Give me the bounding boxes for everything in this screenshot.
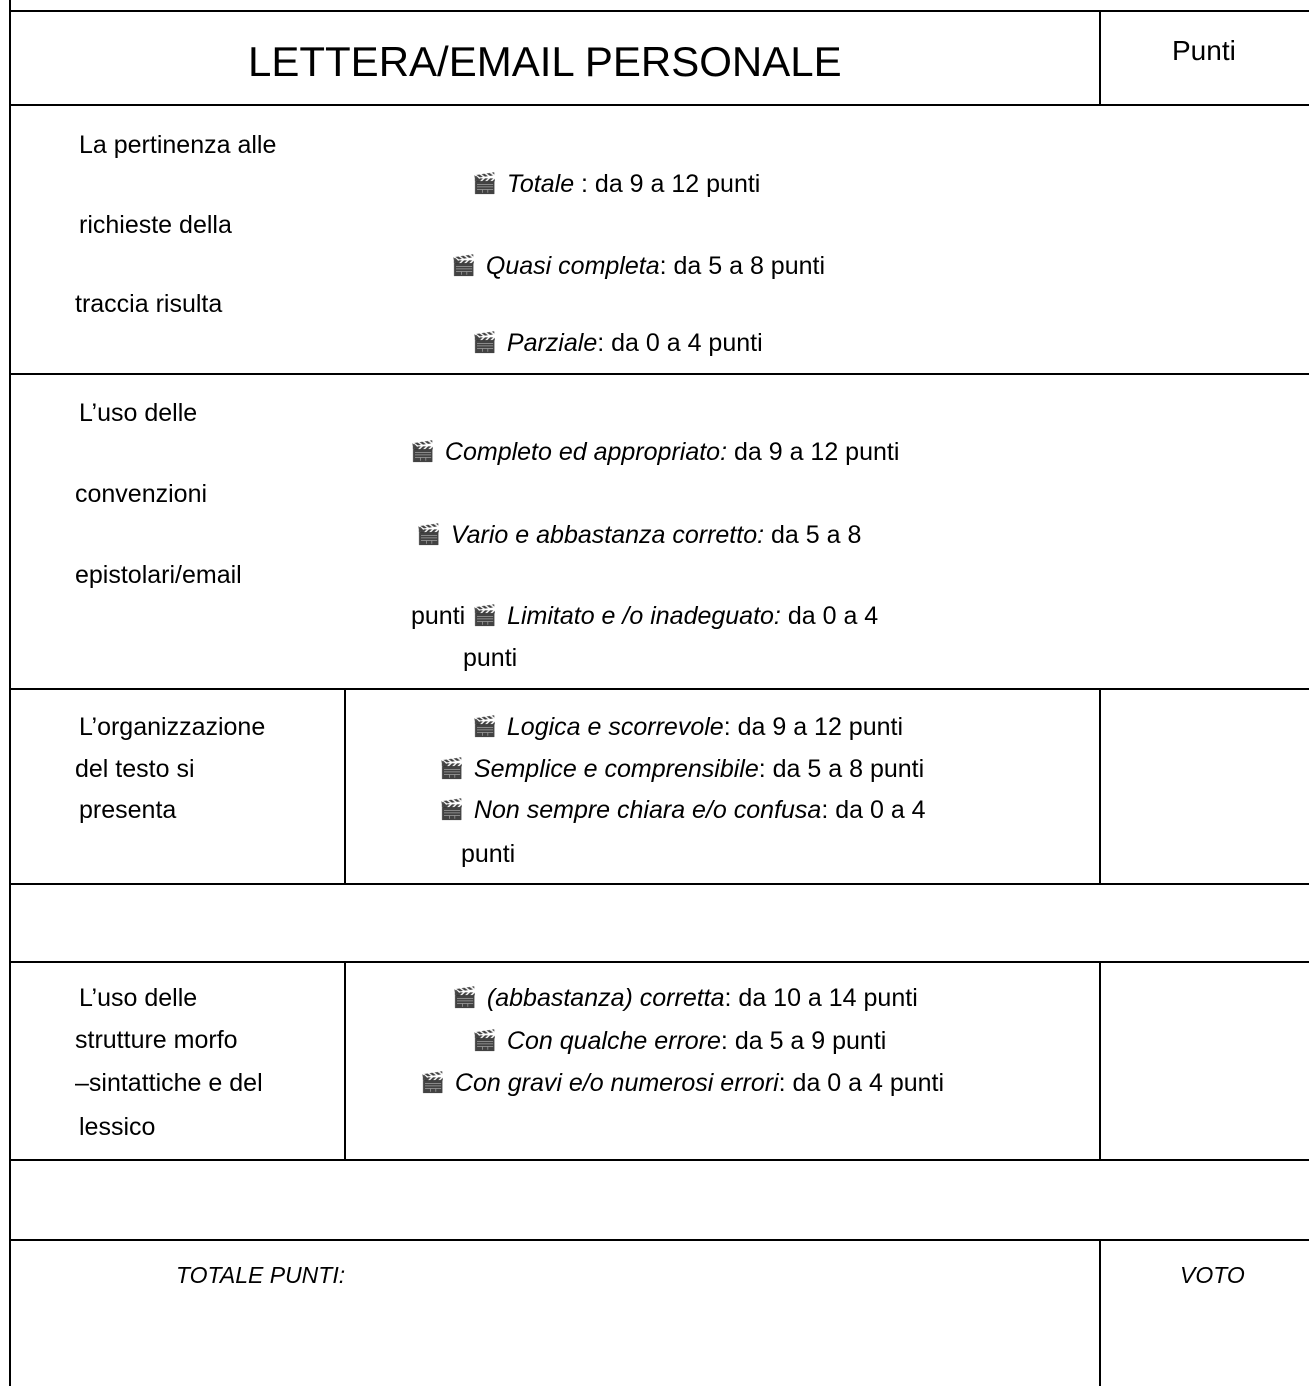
criterion-label-line: L’organizzazione [79, 713, 266, 741]
criterion-label-line: convenzioni [75, 480, 208, 508]
criterion-option: 🎬 Con qualche errore: da 5 a 9 punti [472, 1027, 887, 1055]
criterion-option-continuation: punti [461, 840, 516, 868]
clapper-icon: 🎬 [439, 758, 464, 780]
criterion-option: 🎬 Quasi completa: da 5 a 8 punti [451, 252, 826, 280]
criterion-option: 🎬 Vario e abbastanza corretto: da 5 a 8 [416, 521, 862, 549]
table-rule [9, 688, 1309, 690]
criterion-label-line: La pertinenza alle [79, 131, 277, 159]
criterion-label-line: del testo si [75, 755, 195, 783]
criterion-option: 🎬 Logica e scorrevole: da 9 a 12 punti [472, 713, 904, 741]
criterion-label-line: traccia risulta [75, 290, 223, 318]
criterion-option: punti 🎬 Limitato e /o inadeguato: da 0 a 4 [411, 602, 879, 630]
criterion-option: 🎬 Completo ed appropriato: da 9 a 12 punti [410, 438, 900, 466]
criterion-label-line: L’uso delle [79, 984, 198, 1012]
criterion-option: 🎬 Parziale: da 0 a 4 punti [472, 329, 763, 357]
clapper-icon: 🎬 [472, 716, 497, 738]
criterion-option: 🎬 (abbastanza) corretta: da 10 a 14 punti [452, 984, 918, 1012]
clapper-icon: 🎬 [452, 987, 477, 1009]
table-border-left [9, 0, 11, 1386]
clapper-icon: 🎬 [472, 173, 497, 195]
criterion-label-line: –sintattiche e del [75, 1069, 263, 1097]
criterion-label-line: L’uso delle [79, 399, 198, 427]
clapper-icon: 🎬 [416, 524, 441, 546]
table-col-divider [1099, 1239, 1101, 1386]
criterion-label-line: lessico [79, 1113, 156, 1141]
criterion-label-line: epistolari/email [75, 561, 242, 589]
table-col-divider [1099, 961, 1101, 1161]
table-border-points-header [1099, 10, 1101, 106]
clapper-icon: 🎬 [451, 255, 476, 277]
clapper-icon: 🎬 [472, 332, 497, 354]
total-points-label: TOTALE PUNTI: [176, 1262, 346, 1288]
clapper-icon: 🎬 [420, 1072, 445, 1094]
table-rule [9, 1159, 1309, 1161]
table-rule [9, 104, 1309, 106]
clapper-icon: 🎬 [472, 1030, 497, 1052]
table-col-divider [1099, 688, 1101, 885]
table-col-divider [344, 688, 346, 885]
criterion-label-line: presenta [79, 796, 177, 824]
grade-label: VOTO [1180, 1262, 1245, 1288]
criterion-label-line: strutture morfo [75, 1026, 238, 1054]
criterion-label-line: richieste della [79, 211, 232, 239]
clapper-icon: 🎬 [410, 441, 435, 463]
table-rule [9, 373, 1309, 375]
criterion-option: 🎬 Totale : da 9 a 12 punti [472, 170, 761, 198]
table-rule [9, 883, 1309, 885]
clapper-icon: 🎬 [439, 799, 464, 821]
criterion-option: 🎬 Semplice e comprensibile: da 5 a 8 punti [439, 755, 925, 783]
points-column-header: Punti [1172, 35, 1236, 66]
table-rule [9, 1239, 1309, 1241]
criterion-option: 🎬 Con gravi e/o numerosi errori: da 0 a 4 punti [420, 1069, 945, 1097]
table-col-divider [344, 961, 346, 1161]
table-rule [9, 961, 1309, 963]
criterion-option: 🎬 Non sempre chiara e/o confusa: da 0 a 4 [439, 796, 926, 824]
table-rule-top [9, 10, 1309, 12]
page-title: LETTERA/EMAIL PERSONALE [248, 38, 842, 85]
criterion-option-continuation: punti [463, 644, 518, 672]
clapper-icon: 🎬 [472, 605, 498, 627]
